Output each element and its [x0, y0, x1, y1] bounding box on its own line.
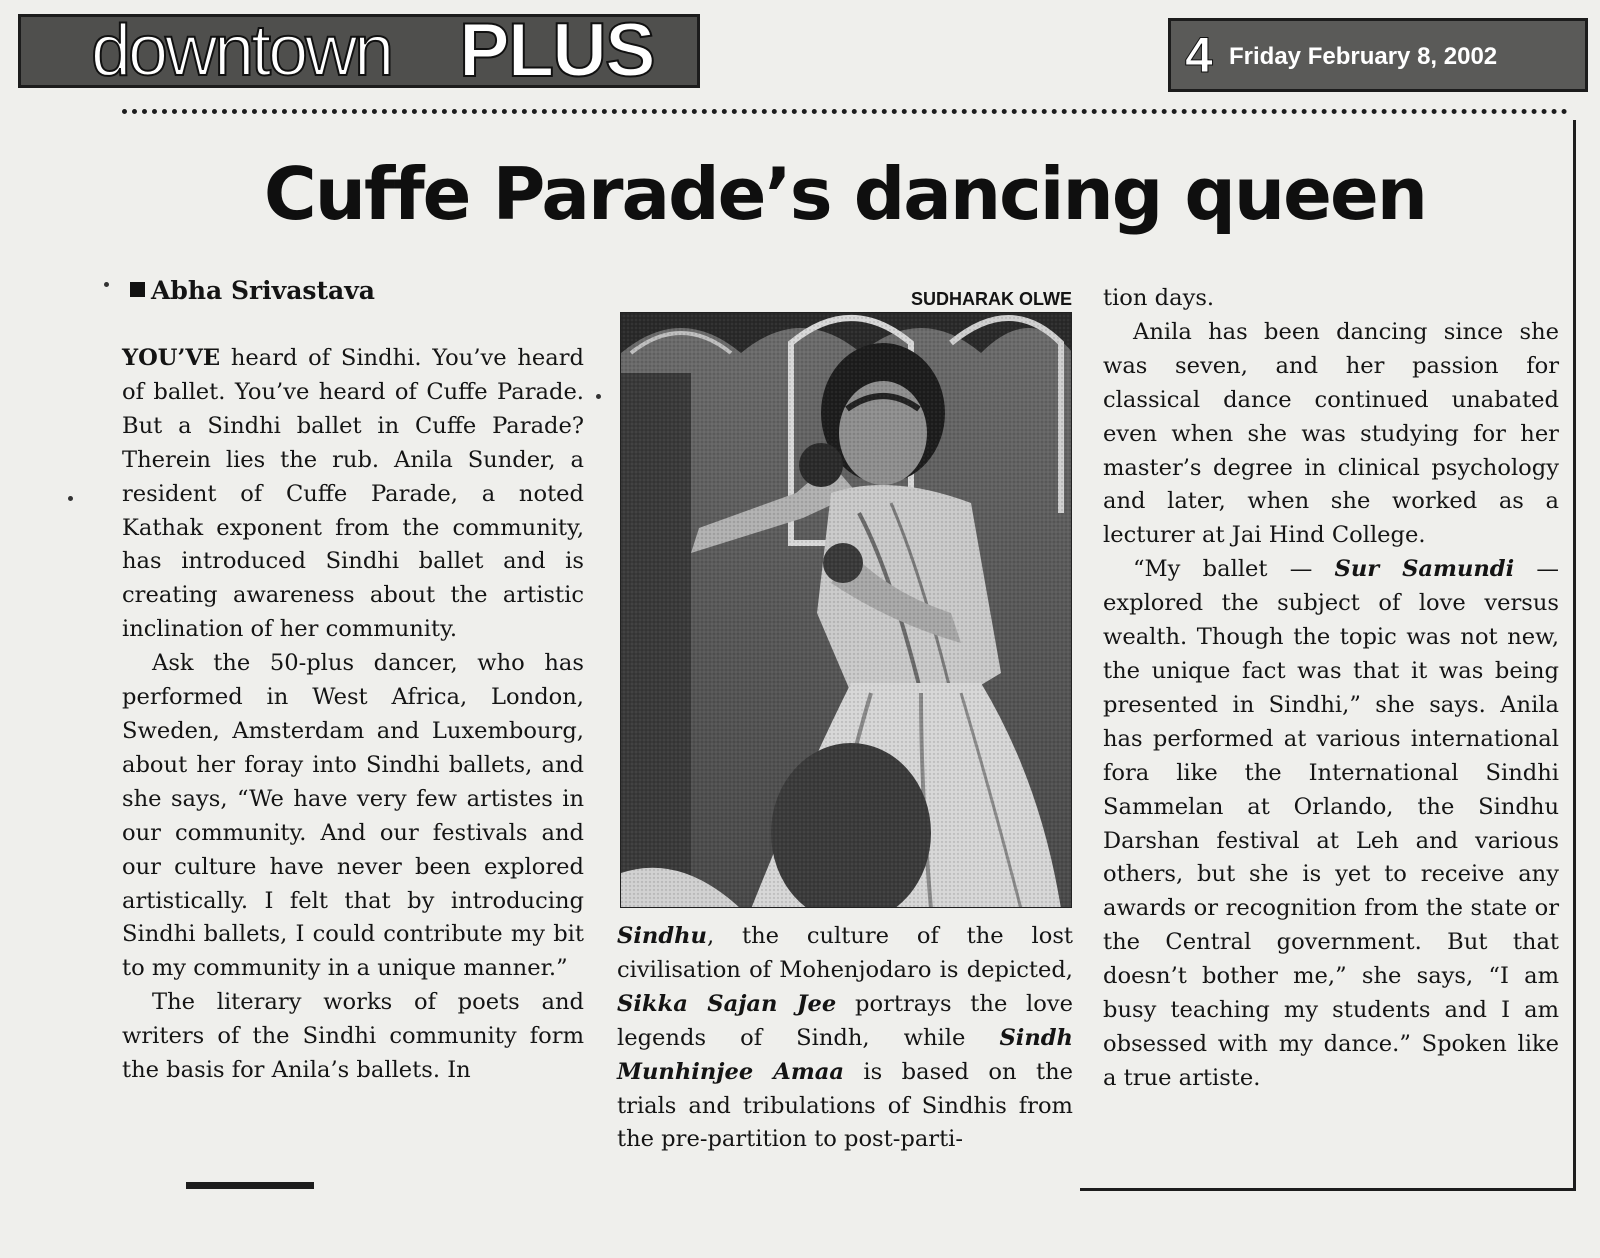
- print-speck: [68, 496, 73, 501]
- byline: [130, 276, 375, 306]
- ballet-title: Sikka Sajan Jee: [617, 990, 837, 1017]
- paragraph-text: is based on the trials and tribulations of Sindhis from the pre-partition to post-parti-: [617, 1058, 1073, 1153]
- print-speck: [104, 282, 109, 287]
- byline-author: Abha Srivastava: [151, 276, 375, 305]
- ballet-title: Sindh Munhinjee Amaa: [617, 1024, 1073, 1085]
- article-frame-right-rule: [1573, 120, 1576, 1188]
- paragraph: [122, 342, 584, 647]
- dancer-photo: [620, 312, 1072, 908]
- section-name-downtown: downtown: [91, 14, 392, 88]
- paragraph-text: — explored the subject of love versus wealth. Though the topic was not new, the unique fact was that it was being presented in Sindhi,” she says. Anila has performed at various international fora like the International Sindhi Sammelan at Orlando, the Sindhu Darshan festival at Leh and various others, but she is yet to receive any awards or recognition from the state or the Central government. But that doesn’t bother me,” she says, “I am busy teaching my students and I am obsessed with my dance.” Spoken like a true artiste.: [1103, 556, 1559, 1091]
- page-number: 4: [1185, 27, 1213, 83]
- article-frame-bottom-rule: [1080, 1188, 1576, 1191]
- paragraph: tion days.: [1103, 285, 1215, 311]
- paragraph-text: , the culture of the lost civilisation of Mohenjodaro is depicted,: [617, 923, 1073, 983]
- paragraph: The literary works of poets and writers of the Sindhi community form the basis for Anila’s ballets. In: [122, 989, 584, 1084]
- column-end-bar: [186, 1182, 314, 1189]
- page-info-box: [1168, 18, 1588, 92]
- paragraph: Ask the 50-plus dancer, who has performed in West Africa, London, Sweden, Amsterdam and Luxembourg, about her foray into Sindhi ballets, and she says, “We have very few artistes in our community. And our festivals and our culture have never been explored artistically. I felt that by introducing Sindhi ballets, I could contribute my bit to my community in a unique manner.”: [122, 650, 584, 982]
- print-speck: [596, 394, 601, 399]
- article-column-1: [122, 342, 584, 1088]
- ballet-title: Sur Samundi: [1334, 556, 1515, 583]
- article-column-2: [617, 920, 1073, 1157]
- dotted-divider: [122, 109, 1568, 114]
- byline-square-icon: [130, 282, 145, 297]
- article-column-3: [1103, 282, 1559, 1096]
- section-name-plus: PLUS: [459, 14, 654, 88]
- article-headline: Cuffe Parade’s dancing queen: [263, 152, 1427, 236]
- dancer-photo-illustration: [621, 313, 1072, 908]
- photo-credit: SUDHARAK OLWE: [911, 289, 1072, 309]
- lead-in: YOU’VE: [122, 345, 221, 371]
- section-masthead: [18, 14, 700, 88]
- paragraph-text: heard of Sindhi. You’ve heard of ballet. You’ve heard of Cuffe Parade. But a Sindhi ballet in Cuffe Parade? Therein lies the rub. Anila Sunder, a resident of Cuffe Parade, a noted Kathak exponent from the community, has introduced Sindhi ballet and is creating awareness about the artistic inclination of her community.: [122, 345, 584, 643]
- paragraph: [1103, 553, 1559, 1096]
- ballet-title: Sindhu: [617, 923, 707, 949]
- paragraph: Anila has been dancing since she was seven, and her passion for classical dance continued unabated even when she was studying for her master’s degree in clinical psychology and later, when she worked as a lecturer at Jai Hind College.: [1103, 318, 1559, 549]
- issue-date: Friday February 8, 2002: [1229, 43, 1498, 70]
- paragraph-text: portrays the love legends of Sindh, while: [617, 990, 1073, 1051]
- paragraph-text: “My ballet —: [1133, 556, 1335, 583]
- paragraph: [617, 920, 1073, 1157]
